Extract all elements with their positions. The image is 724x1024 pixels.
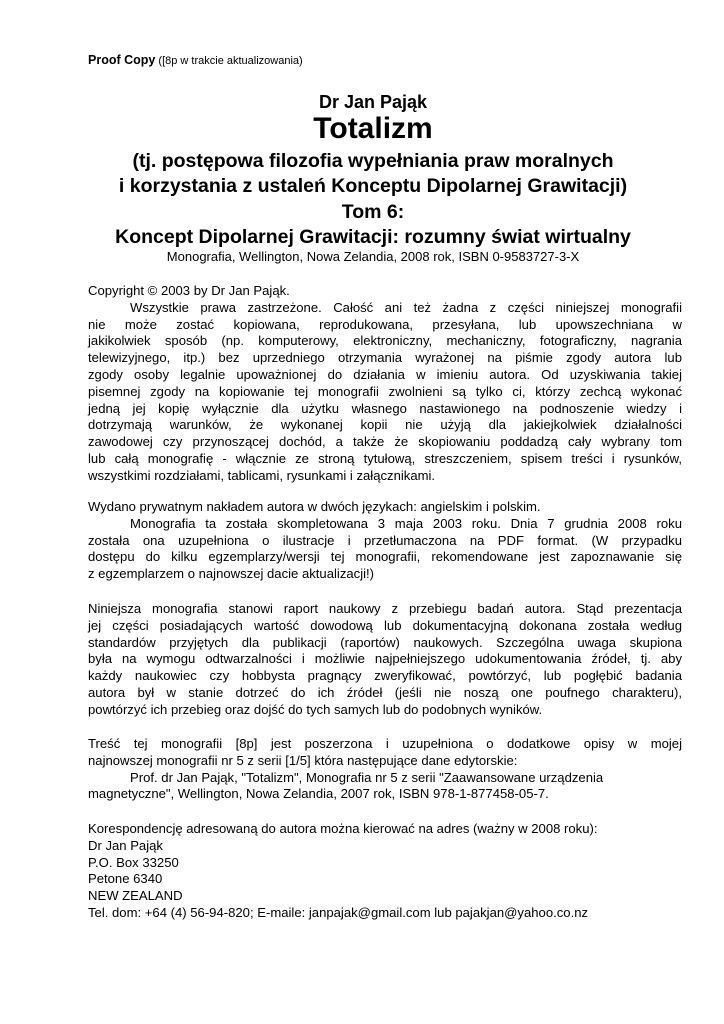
copyright-line: jakikolwiek sposób (np. komputerowy, elektroniczny, mechaniczny, fotograficzny, nagrania [88,333,682,349]
extension-line: magnetyczne", Wellington, Nowa Zelandia, 2007 rok, ISBN 978-1-877458-05-7. [88,786,549,802]
copyright-line: jedną jej kopię wyłącznie dla użytku własnego nastawionego na podnoszenie wiedzy i [88,400,682,416]
author-name: Dr Jan Pająk [318,92,428,112]
publication-info: Monografia, Wellington, Nowa Zelandia, 2008 rok, ISBN 0-9583727-3-X [166,249,580,264]
extension-line: najnowszej monografii nr 5 z serii [1/5] która następujące dane edytorskie: [88,752,518,768]
contact-section [88,821,682,922]
edition-line: została ona uzupełniona o ilustracje i przetłumaczona na PDF format. (W przypadku [88,532,682,548]
edition-line: Wydano prywatnym nakładem autora w dwóch językach: angielskim i polskim. [88,499,541,514]
contact-line: NEW ZEALAND [88,888,183,904]
report-line: Niniejsza monografia stanowi raport naukowy z przebiegu badań autora. Stąd prezentacja [88,601,682,616]
copyright-line: wszystkimi rozdziałami, tablicami, rysunkami i załącznikami. [88,467,436,483]
copyright-line: zgody osoby legalnie upoważnionej do działania w imieniu autora. Od uzyskiwania takiej [88,366,682,382]
extension-section [88,736,682,803]
report-line: każdy naukowiec czy hobbysta pragnący zweryfikować, powtórzyć, lub pogłębić badania [88,668,682,684]
copyright-line: lub całą monografię - włącznie ze stroną tytułową, streszczeniem, spisem treści i rysunków, [88,450,682,466]
extension-line: Prof. dr Jan Pająk, "Totalizm", Monografia nr 5 z serii "Zaawansowane urządzenia [130,769,604,785]
volume-number: Tom 6: [341,201,405,223]
contact-line: Dr Jan Pająk [88,837,163,853]
report-line: powtórzyć ich przebieg oraz dojść do tych samych lub do podobnych wyników. [88,701,543,717]
report-line: była na wymogu odtwarzalności i możliwie najpełniejszego udokumentowania źródeł, tj. aby [88,651,682,667]
edition-line: z egzemplarzem o najnowszej dacie aktualizacji!) [88,566,375,582]
copyright-line: nie może zostać kopiowana, reprodukowana, przesyłana, lub upowszechniana w [88,316,682,332]
copyright-line: Copyright © 2003 by Dr Jan Pająk. [88,283,290,298]
report-section [88,601,682,719]
edition-section [88,499,682,583]
subtitle-line-2: i korzystania z ustaleń Konceptu Dipolarnej Grawitacji) [118,175,628,197]
book-title: Totalizm [313,112,433,145]
copyright-line: zawodowej czy przynoszącej dochód, a także że skopiowaniu poddadzą cały wybrany tom [88,434,682,450]
proof-copy-note: ([8p w trakcie aktualizowania) [155,55,303,67]
contact-line: Tel. dom: +64 (4) 56-94-820; E-maile: janpajak@gmail.com lub pajakjan@yahoo.co.nz [88,904,589,920]
volume-title: Koncept Dipolarnej Grawitacji: rozumny świat wirtualny [115,226,631,248]
edition-line: Monografia ta została skompletowana 3 maja 2003 roku. Dnia 7 grudnia 2008 roku [130,515,682,531]
contact-line: Petone 6340 [88,871,163,887]
subtitle-line-1: (tj. postępowa filozofia wypełniania praw moralnych [132,150,614,172]
copyright-line: Wszystkie prawa zastrzeżone. Całość ani też żadna z części niniejszej monografii [130,299,682,315]
proof-copy-header [88,53,303,67]
report-line: jej części posiadających wartość dowodową lub dokumentacyjną dokonana została według [88,617,682,633]
report-line: standardów przyjętych dla publikacji (raportów) naukowych. Szczególna uwaga skupiona [88,634,682,650]
copyright-line: pisemnej zgody na kopiowanie tej monografii zwolnieni są tylko ci, którzy zechcą wykonać [88,383,682,399]
report-line: autora był w stanie dotrzeć do ich źródeł (jeśli nie noszą one poufnego charakteru), [88,684,682,700]
proof-copy-label: Proof Copy [88,53,156,67]
extension-line: Treść tej monografii [8p] jest poszerzona i uzupełniona o dodatkowe opisy w mojej [88,736,682,751]
contact-line: Korespondencję adresowaną do autora można kierować na adres (ważny w 2008 roku): [88,821,598,836]
contact-line: P.O. Box 33250 [88,854,179,870]
copyright-line: dotrzymają warunków, że wykonanej kopii nie użyją dla jakiejkolwiek działalności [88,417,682,433]
copyright-line: telewizyjnego, itp.) bez uprzedniego otrzymania wyrażonej na piśmie zgody autora lub [88,350,682,366]
copyright-section [88,283,682,485]
edition-line: dostępu do kilku egzemplarzy/wersji tej monografii, rekomendowane jest zapoznawanie się [88,549,682,565]
